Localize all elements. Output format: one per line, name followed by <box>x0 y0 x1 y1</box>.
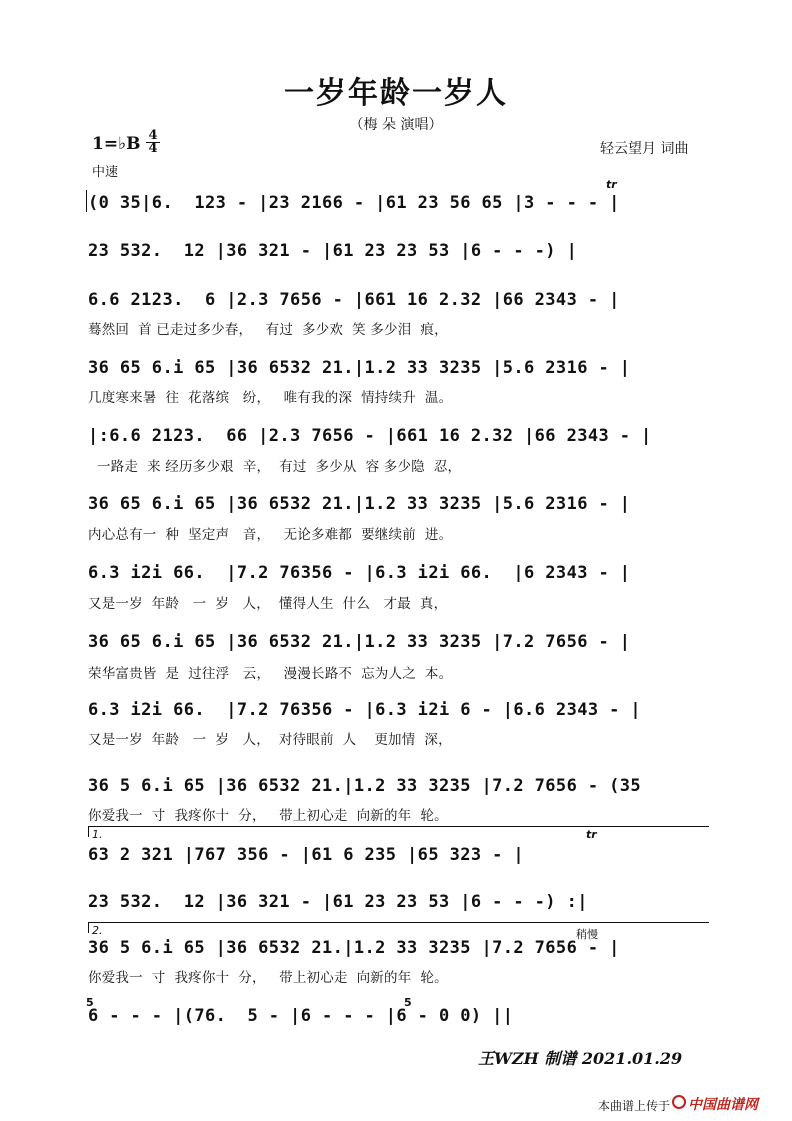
volta-2-bracket <box>88 922 709 933</box>
score-line-2-notes: 23 532. 12 |36 321 - |61 23 23 53 |6 - - -) | <box>88 241 578 261</box>
composer-credit: 轻云望月 词曲 <box>600 141 689 157</box>
score-line-6-notes: 36 65 6.i 65 |36 6532 21.|1.2 33 3235 |5.6 2316 - | <box>88 494 631 514</box>
volta-2-label: 2. <box>92 924 103 937</box>
score-line-9-notes: 6.3 i2i 66. |7.2 76356 - |6.3 i2i 6 - |6.6 2343 - | <box>88 700 642 720</box>
grace-note-5: 5 <box>86 996 94 1009</box>
key-signature: 1=♭B <box>92 134 141 154</box>
time-sig-top: 4 <box>146 130 160 143</box>
score-line-7-lyrics: 又是一岁 年龄 一 岁 人， 懂得人生 什么 才最 真， <box>88 596 448 612</box>
time-sig-bottom: 4 <box>148 141 158 156</box>
site-name-link[interactable]: 中国曲谱网 <box>688 1097 758 1113</box>
score-line-10-notes: 36 5 6.i 65 |36 6532 21.|1.2 33 3235 |7.2 7656 - (35 <box>88 776 642 796</box>
score-line-12-notes: 23 532. 12 |36 321 - |61 23 23 53 |6 - - -) :| <box>88 892 588 912</box>
grace-note-5b: 5 <box>404 996 412 1009</box>
score-line-9-lyrics: 又是一岁 年龄 一 岁 人， 对待眼前 人 更加情 深， <box>88 732 452 748</box>
score-line-5-lyrics: 一路走 来 经历多少艰 辛， 有过 多少从 容 多少隐 忍， <box>88 459 462 475</box>
score-line-11-notes: 63 2 321 |767 356 - |61 6 235 |65 323 - | <box>88 845 525 865</box>
score-line-8-lyrics: 荣华富贵皆 是 过往浮 云， 漫漫长路不 忘为人之 本。 <box>88 666 453 682</box>
performer-credit: （梅 朵 演唱） <box>349 117 443 133</box>
song-title: 一岁年龄一岁人 <box>284 76 508 111</box>
trill-mark: tr <box>606 178 617 191</box>
score-line-1-notes: (0 35|6. 123 - |23 2166 - |61 23 56 65 |3 - - - | <box>88 193 620 213</box>
time-signature <box>146 130 160 155</box>
volta-1-label: 1. <box>92 828 103 841</box>
score-line-3-lyrics: 蓦然回 首 已走过多少春， 有过 多少欢 笑 多少泪 痕， <box>88 322 448 338</box>
score-line-5-notes: |:6.6 2123. 66 |2.3 7656 - |661 16 2.32 |66 2343 - | <box>88 426 652 446</box>
tempo-marking: 中速 <box>92 165 119 180</box>
site-logo-icon <box>672 1095 686 1109</box>
score-line-13-lyrics: 你爱我一 寸 我疼你十 分， 带上初心走 向新的年 轮。 <box>88 970 448 986</box>
score-line-7-notes: 6.3 i2i 66. |7.2 76356 - |6.3 i2i 66. |6 2343 - | <box>88 563 631 583</box>
score-line-8-notes: 36 65 6.i 65 |36 6532 21.|1.2 33 3235 |7.2 7656 - | <box>88 632 631 652</box>
transcriber-credit: 王WZH 制谱 2021.01.29 <box>478 1049 683 1068</box>
score-line-6-lyrics: 内心总有一 种 坚定声 音， 无论多难都 要继续前 进。 <box>88 527 453 543</box>
system-start-bar <box>86 190 87 212</box>
score-line-10-lyrics: 你爱我一 寸 我疼你十 分， 带上初心走 向新的年 轮。 <box>88 808 448 824</box>
score-line-4-notes: 36 65 6.i 65 |36 6532 21.|1.2 33 3235 |5.6 2316 - | <box>88 358 631 378</box>
score-line-3-notes: 6.6 2123. 6 |2.3 7656 - |661 16 2.32 |66 2343 - | <box>88 290 620 310</box>
score-line-14-notes: 6 - - - |(76. 5 - |6 - - - |6 - 0 0) || <box>88 1006 514 1026</box>
upload-notice: 本曲谱上传于 <box>598 1099 671 1113</box>
score-line-13-notes: 36 5 6.i 65 |36 6532 21.|1.2 33 3235 |7.2 7656 - | <box>88 938 620 958</box>
score-line-4-lyrics: 几度寒来暑 往 花落缤 纷， 唯有我的深 情持续升 温。 <box>88 390 453 406</box>
trill-mark-2: tr <box>586 828 597 841</box>
volta-1-bracket <box>88 826 709 837</box>
ritardando-mark: 稍慢 <box>576 928 598 941</box>
